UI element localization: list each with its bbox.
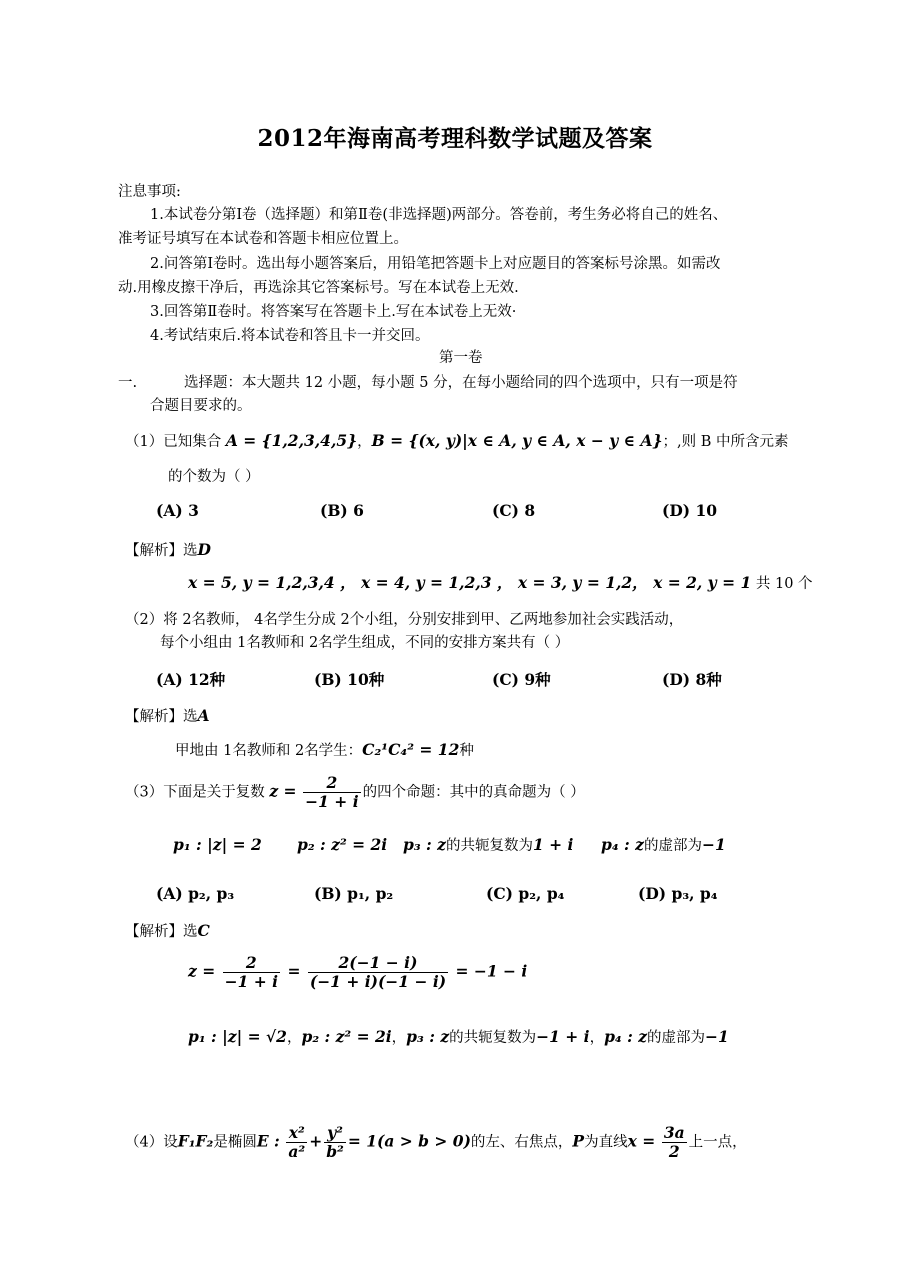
q4-frac-line	[662, 1124, 687, 1161]
q3-p3-text: 的共轭复数为	[445, 838, 533, 854]
q1-set-b: B = {(x, y)|x ∈ A, y ∈ A, x − y ∈ A}	[371, 431, 663, 450]
notice-item-2-cont: 动.用橡皮擦干净后，再选涂其它答案标号。写在本试卷上无效.	[118, 280, 519, 296]
notice-item-3: 3.回答第Ⅱ卷时。将答案写在答题卡上.写在本试卷上无效·	[150, 304, 517, 320]
q1-option-a: (A) 3	[156, 501, 199, 520]
notice-heading: 注息事项:	[118, 184, 181, 200]
volume-label: 第一卷	[439, 350, 483, 366]
q3-work-p4-value: −1	[705, 1027, 729, 1046]
q3-frac-num: 2	[303, 774, 360, 793]
q2-option-a: (A) 12种	[156, 670, 226, 689]
q1-line-2: 的个数为（ ）	[168, 469, 260, 485]
notice-item-4: 4.考试结束后.将本试卷和答且卡一并交回。	[150, 328, 430, 344]
q3-work-equation	[188, 954, 527, 991]
q3-z-lhs: z =	[269, 781, 297, 801]
q3-work-frac-1	[223, 954, 280, 991]
q3-work-p1: p₁ : |z| = √2	[188, 1027, 287, 1046]
notice-item-1: 1.本试卷分第Ⅰ卷（选择题）和第Ⅱ卷(非选择题)两部分。答卷前，考生务必将自己的姓名、	[150, 207, 728, 223]
q4-frac-y-den: b²	[326, 1141, 344, 1161]
question-3	[125, 774, 585, 811]
q3-p4-value: −1	[701, 835, 726, 854]
q3-work-lhs: z =	[188, 961, 216, 981]
q1-answer: D	[197, 540, 211, 559]
q3-option-a: (A) p₂, p₃	[156, 884, 235, 903]
q4-frac-x-num: x²	[286, 1124, 307, 1143]
question-4	[125, 1124, 747, 1161]
q4-frac-y	[324, 1124, 346, 1161]
q3-work-rhs: = −1 − i	[455, 961, 528, 981]
q1-analysis-label: 【解析】选	[125, 543, 198, 559]
q3-proposition-1: p₁ : |z| = 2	[173, 835, 262, 854]
q2-line-2: 每个小组由 1名教师和 2名学生组成，不同的安排方案共有（ ）	[160, 635, 570, 651]
q1-work-math: x = 5, y = 1,2,3,4 ， x = 4, y = 1,2,3 ， x = 3, y = 1,2， x = 2, y = 1	[188, 573, 752, 592]
q3-work-p4-math: p₄ : z	[604, 1027, 648, 1046]
q1-analysis	[125, 540, 211, 561]
q3-prefix: （3）下面是关于复数	[125, 784, 265, 801]
q4-frac-y-num: y²	[324, 1124, 346, 1143]
page-title: 2012年海南高考理科数学试题及答案	[257, 125, 653, 152]
q3-p4-math: p₄ : z	[601, 835, 644, 854]
q3-proposition-2: p₂ : z² = 2i	[297, 835, 388, 854]
q3-analysis-label: 【解析】选	[125, 924, 198, 940]
section-heading: 选择题：本大题共 12 小题，每小题 5 分，在每小题给同的四个选项中，只有一项是符	[184, 375, 738, 391]
q3-p4-text: 的虚部为	[643, 838, 702, 854]
q3-frac-den: −1 + i	[305, 791, 359, 811]
q2-work-math: C₂¹C₄² = 12	[362, 740, 460, 759]
q2-work-suffix: 种	[459, 743, 474, 759]
q3-option-b: (B) p₁, p₂	[314, 884, 394, 903]
q3-work-p2: p₂ : z² = 2i	[301, 1027, 392, 1046]
q3-work-comma-3: ，	[589, 1030, 605, 1046]
notice-item-2: 2.问答第Ⅰ卷时。选出每小题答案后，用铅笔把答题卡上对应题目的答案标号涂黑。如需改	[150, 256, 721, 272]
q3-work-p3-text: 的共轭复数为	[449, 1030, 537, 1046]
q2-option-c: (C) 9种	[492, 670, 551, 689]
q3-proposition-3	[403, 835, 573, 856]
q2-analysis	[125, 706, 210, 727]
q4-text-1: 是椭圆	[213, 1134, 257, 1151]
q3-work-frac-2	[308, 954, 448, 991]
q4-frac-line-num: 3a	[663, 1123, 685, 1142]
q3-work-comma-2: ，	[391, 1030, 407, 1046]
q4-plus: +	[309, 1131, 323, 1151]
q1-prefix: （1）已知集合	[125, 434, 222, 450]
q4-frac-x-den: a²	[288, 1141, 306, 1161]
q3-work-frac-1-den: −1 + i	[224, 971, 279, 991]
q2-work-prefix: 甲地由 1名教师和 2名学生：	[175, 743, 363, 759]
q1-sep: ，	[357, 434, 372, 450]
q1-option-b: (B) 6	[320, 501, 364, 520]
q3-answer: C	[197, 921, 210, 940]
section-heading-cont: 合题目要求的。	[150, 398, 252, 414]
q4-point-p: P	[572, 1131, 585, 1151]
q4-prefix: （4）设	[125, 1134, 178, 1151]
q4-frac-x	[286, 1124, 307, 1161]
q2-option-b: (B) 10种	[314, 670, 385, 689]
q1-option-c: (C) 8	[492, 501, 536, 520]
q2-analysis-label: 【解析】选	[125, 709, 198, 725]
q1-work-suffix: 共 10 个	[755, 576, 813, 592]
q3-work-eq: =	[287, 961, 301, 981]
q3-work-p4-text: 的虚部为	[647, 1030, 706, 1046]
q4-ellipse-label: E :	[256, 1131, 280, 1151]
q3-work-propositions	[188, 1027, 729, 1048]
q1-set-a: A = {1,2,3,4,5}	[225, 431, 358, 450]
q3-work-frac-2-num: 2(−1 − i)	[308, 954, 448, 973]
q4-text-2: 的左、右焦点，	[470, 1134, 573, 1151]
q4-frac-line-den: 2	[668, 1141, 680, 1161]
q3-proposition-4	[601, 835, 726, 856]
notice-item-1-cont: 准考证号填写在本试卷和答题卡相应位置上。	[118, 231, 408, 247]
q3-work-frac-2-den: (−1 + i)(−1 − i)	[309, 971, 447, 991]
q1-suffix: ；,则 B 中所含元素	[662, 434, 789, 450]
q4-foci: F₁F₂	[177, 1131, 214, 1151]
q1-work	[188, 573, 813, 594]
q3-option-d: (D) p₃, p₄	[638, 884, 718, 903]
q4-text-3: 为直线	[584, 1134, 628, 1151]
q2-option-d: (D) 8种	[662, 670, 722, 689]
q2-work	[175, 740, 474, 761]
q3-analysis	[125, 921, 210, 942]
q3-option-c: (C) p₂, p₄	[486, 884, 565, 903]
question-1	[125, 431, 789, 452]
q2-answer: A	[197, 706, 210, 725]
q3-work-comma-1: ，	[286, 1030, 302, 1046]
q3-work-p3-math: p₃ : z	[406, 1027, 450, 1046]
q4-equation-rhs: = 1(a > b > 0)	[347, 1131, 471, 1151]
section-number: 一.	[118, 375, 138, 391]
q3-suffix: 的四个命题：其中的真命题为（ ）	[362, 784, 585, 801]
question-2: （2）将 2名教师， 4名学生分成 2个小组，分别安排到甲、乙两地参加社会实践活动，	[125, 612, 684, 628]
q3-p3-math: p₃ : z	[403, 835, 446, 854]
q4-suffix: 上一点，	[688, 1134, 747, 1151]
q3-work-p3-value: −1 + i	[536, 1027, 590, 1046]
q3-work-frac-1-num: 2	[223, 954, 280, 973]
q3-fraction	[303, 774, 360, 811]
q4-line-lhs: x =	[627, 1131, 656, 1151]
q3-p3-value: 1 + i	[532, 835, 574, 854]
q1-option-d: (D) 10	[662, 501, 718, 520]
